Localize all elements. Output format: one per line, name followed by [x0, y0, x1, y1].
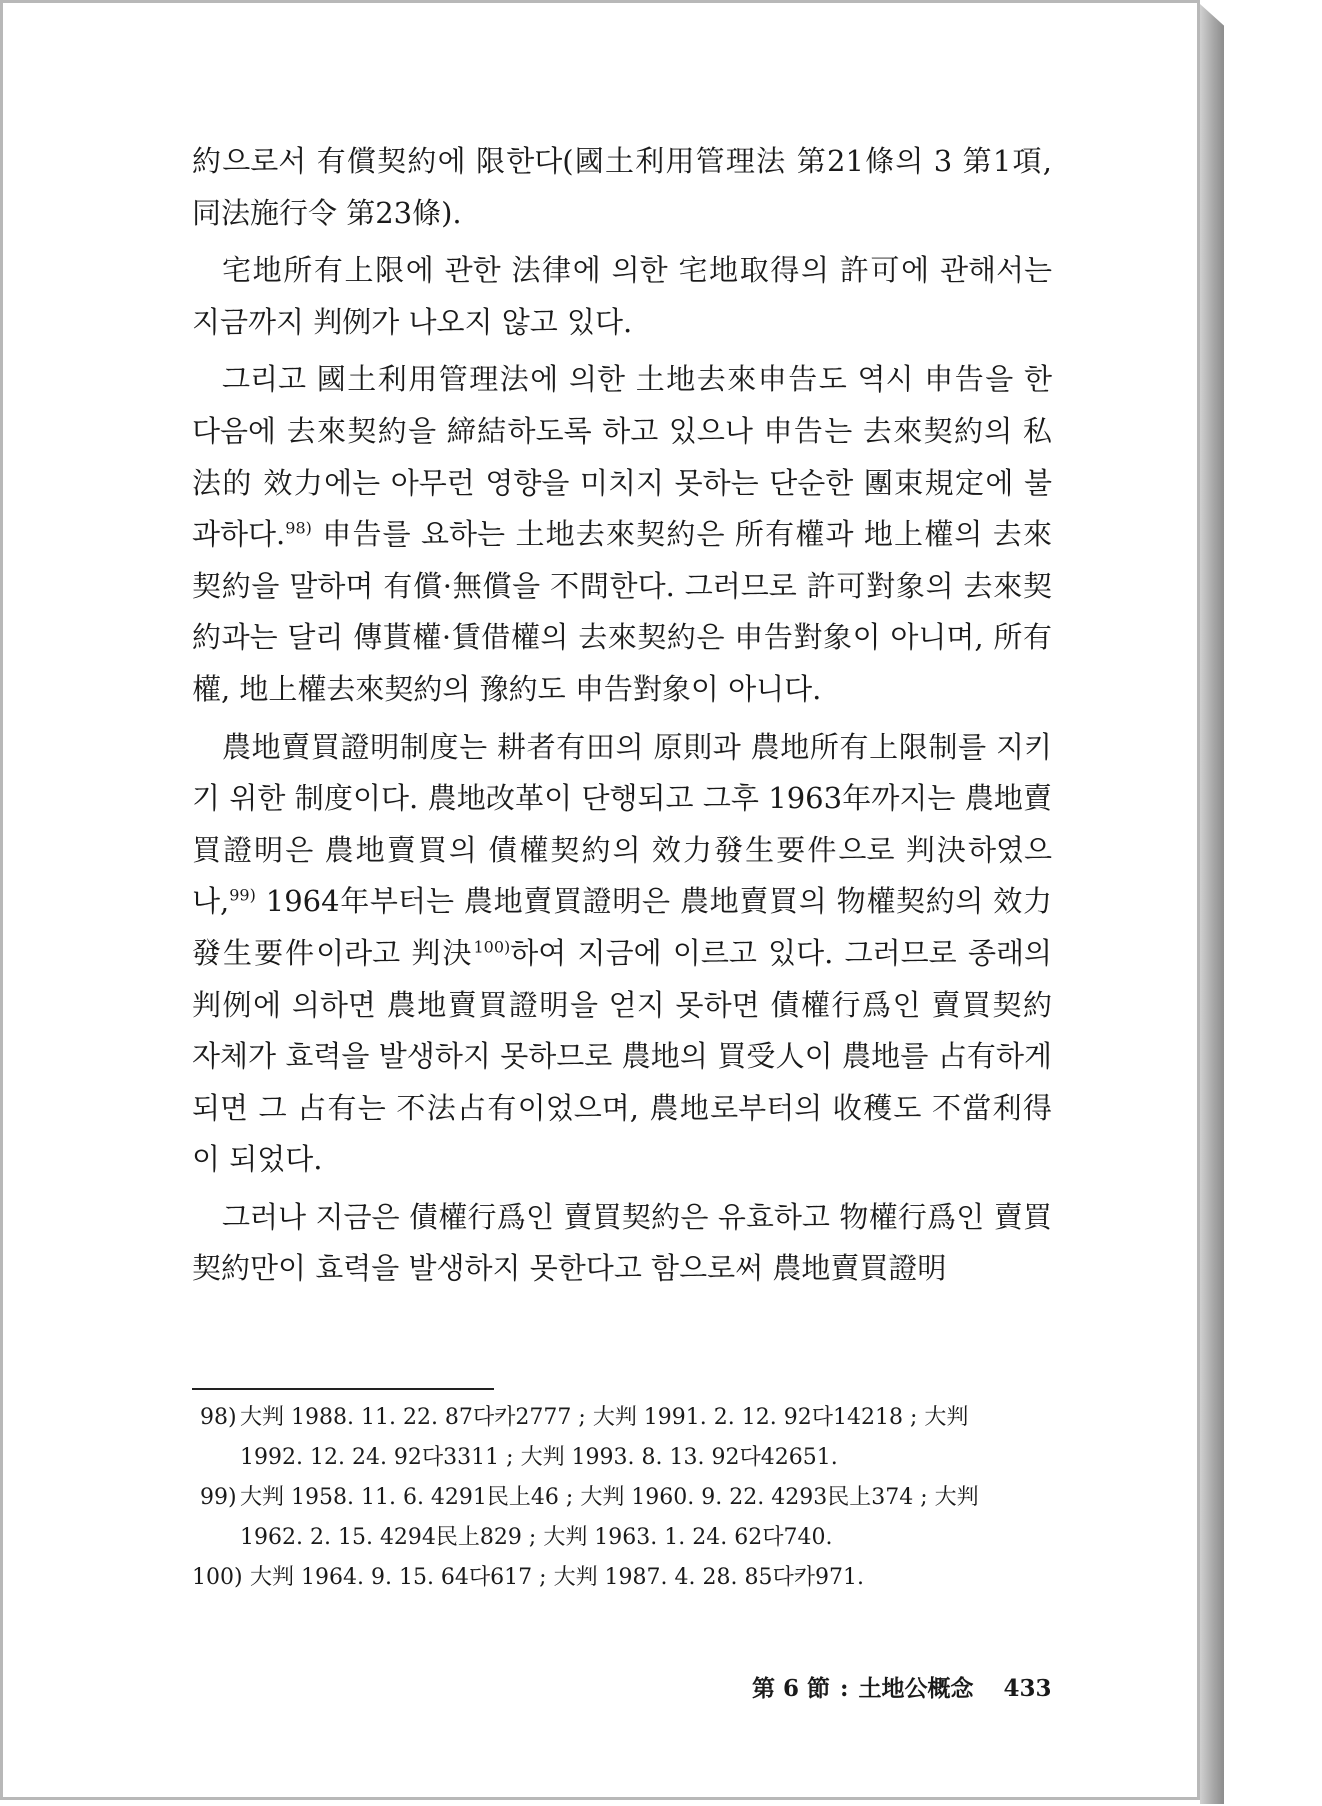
paragraph-2: 宅地所有上限에 관한 法律에 의한 宅地取得의 許可에 관해서는 지금까지 判例가 나오지 않고 있다.: [192, 253, 1052, 339]
footer-title: 土地公概念: [858, 1675, 974, 1702]
footnote-100: [192, 1558, 1052, 1598]
footnote-line: 大判 1964. 9. 15. 64다617 ; 大判 1987. 4. 28. 85다카971.: [250, 1565, 864, 1590]
page-number: 433: [1003, 1675, 1052, 1702]
paragraph-4-part-3: 하여 지금에 이르고 있다. 그러므로 종래의 判例에 의하면 農地賣買證明을 얻지 못하면 債權行爲인 賣買契約 자체가 효력을 발생하지 못하므로 農地의 買受人이 農地를 占有하게 되면 그 占有는 不法占有이었으며, 農地로부터의 收穫도 不當利得이 되었다.: [192, 935, 1052, 1177]
footnote-99: [192, 1478, 1052, 1558]
footnote-line: 1962. 2. 15. 4294民上829 ; 大判 1963. 1. 24. 62다740.: [240, 1525, 833, 1550]
footnote-ref-98[interactable]: 98): [285, 518, 312, 538]
footnote-number: 100): [192, 1565, 243, 1590]
paragraph-4: [192, 722, 1052, 1186]
paragraph-3-part-2: 申告를 요하는 土地去來契約은 所有權과 地上權의 去來契約을 말하며 有償·無償을 不問한다. 그러므로 許可對象의 去來契約과는 달리 傳貰權·賃借權의 去來契約은 申告對象이 아니며, 所有權, 地上權去來契約의 豫約도 申告對象이 아니다.: [192, 517, 1052, 706]
paragraph-4-part-1: 農地賣買證明制度는 耕者有田의 原則과 農地所有上限制를 지키기 위한 制度이다. 農地改革이 단행되고 그후 1963年까지는 農地賣買證明은 農地賣買의 債權契約의 效力發生要件으로 判決하였으나,: [192, 729, 1052, 919]
footnotes: [192, 1398, 1052, 1598]
running-footer: [752, 1670, 1052, 1703]
paragraph-1: 約으로서 有償契約에 限한다(國土利用管理法 第21條의 3 第1項, 同法施行令 第23條).: [192, 144, 1052, 230]
footnote-ref-100[interactable]: 100): [473, 937, 511, 957]
page-edge-shadow: [1200, 4, 1224, 1804]
paragraph-3-part-1: 그리고 國土利用管理法에 의한 土地去來申告도 역시 申告을 한 다음에 去來契約을 締結하도록 하고 있으나 申告는 去來契約의 私法的 效力에는 아무런 영향을 미치지 못하는 단순한 團束規定에 불과하다.: [192, 362, 1052, 552]
paragraph-3: [192, 354, 1052, 715]
footnote-number: 99): [200, 1485, 237, 1510]
footnote-line: 大判 1988. 11. 22. 87다카2777 ; 大判 1991. 2. 12. 92다14218 ; 大判: [240, 1405, 969, 1430]
paragraph-5: 그러나 지금은 債權行爲인 賣買契約은 유효하고 物權行爲인 賣買契約만이 효력을 발생하지 못한다고 함으로써 農地賣買證明: [192, 1199, 1052, 1286]
footnote-line: 大判 1958. 11. 6. 4291民上46 ; 大判 1960. 9. 22. 4293民上374 ; 大判: [240, 1485, 979, 1510]
footnote-ref-99[interactable]: 99): [229, 885, 256, 905]
footnote-line: 1992. 12. 24. 92다3311 ; 大判 1993. 8. 13. 92다42651.: [240, 1445, 838, 1470]
paragraph-4-part-2: 1964年부터는 農地賣買證明은 農地賣買의 物權契約의 效力發生要件이라고 判決: [192, 884, 1052, 970]
footnote-divider: [192, 1388, 494, 1390]
footer-section: 第 6 節: [752, 1675, 831, 1702]
body-text: [192, 136, 1052, 1301]
footer-separator: :: [840, 1675, 849, 1702]
footnote-number: 98): [200, 1405, 237, 1430]
footnote-98: [192, 1398, 1052, 1478]
